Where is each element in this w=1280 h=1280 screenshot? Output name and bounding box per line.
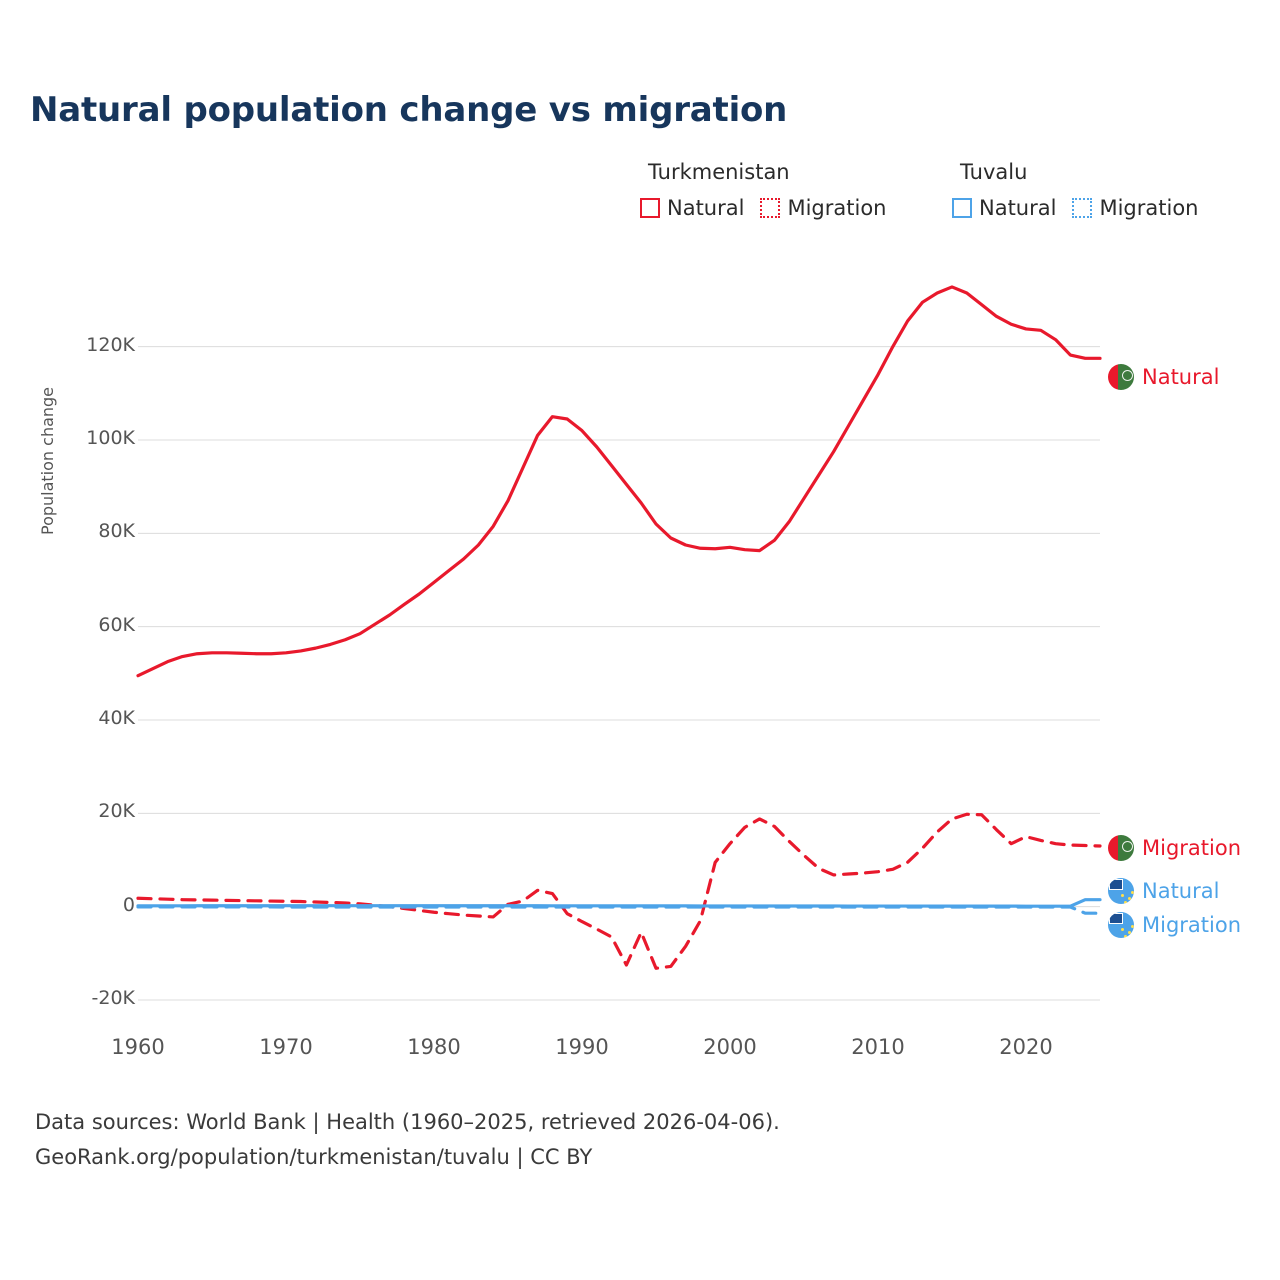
end-label-turkmenistan-migration [1108, 835, 1241, 861]
end-label-turkmenistan-natural [1108, 364, 1219, 390]
end-label-tuvalu-migration [1108, 912, 1241, 938]
end-label-text: Migration [1142, 836, 1242, 860]
legend-country-label: Tuvalu [960, 160, 1028, 184]
legend-swatch-solid-icon [952, 198, 972, 218]
legend-group-turkmenistan [640, 160, 952, 220]
legend-item-label: Migration [1099, 196, 1199, 220]
y-axis-ticks [35, 0, 135, 1280]
y-tick-label: 60K [98, 613, 135, 636]
y-tick-label: 80K [98, 520, 135, 543]
end-label-tuvalu-natural [1108, 878, 1219, 904]
y-tick-label: 20K [98, 800, 135, 823]
x-tick-label: 1960 [111, 1035, 165, 1059]
footer-line-sources: Data sources: World Bank | Health (1960–2025, retrieved 2026-04-06). [35, 1110, 780, 1134]
x-tick-label: 2020 [999, 1035, 1053, 1059]
legend-country-label: Turkmenistan [648, 160, 790, 184]
legend-group-tuvalu [952, 160, 1252, 220]
x-tick-label: 1990 [555, 1035, 609, 1059]
legend-swatch-solid-icon [640, 198, 660, 218]
series-line-turkmenistan-migration [138, 814, 1100, 968]
legend-swatch-dotted-icon [760, 198, 780, 218]
turkmenistan-flag-icon [1108, 835, 1134, 861]
legend-item-turkmenistan-natural[interactable] [640, 196, 744, 220]
legend-item-tuvalu-natural[interactable] [952, 196, 1056, 220]
legend-item-label: Migration [787, 196, 887, 220]
page-title: Natural population change vs migration [30, 90, 788, 130]
series-line-turkmenistan-natural [138, 287, 1100, 676]
tuvalu-flag-icon [1108, 878, 1134, 904]
y-axis-label: Population change [38, 386, 57, 535]
footer [35, 1105, 780, 1174]
legend-item-label: Natural [667, 196, 745, 220]
turkmenistan-flag-icon [1108, 364, 1134, 390]
legend-item-turkmenistan-migration[interactable] [760, 196, 886, 220]
x-tick-label: 1980 [407, 1035, 461, 1059]
x-axis-ticks [0, 1035, 1280, 1075]
x-tick-label: 2000 [703, 1035, 757, 1059]
y-tick-label: -20K [91, 987, 135, 1009]
y-tick-label: 120K [86, 333, 135, 356]
tuvalu-flag-icon [1108, 912, 1134, 938]
x-tick-label: 2010 [851, 1035, 905, 1059]
legend-swatch-dotted-icon [1072, 198, 1092, 218]
legend-item-label: Natural [979, 196, 1057, 220]
end-label-text: Natural [1142, 879, 1220, 903]
legend-item-tuvalu-migration[interactable] [1072, 196, 1198, 220]
series-line-tuvalu-natural [138, 900, 1100, 907]
end-label-text: Migration [1142, 913, 1242, 937]
end-label-text: Natural [1142, 365, 1220, 389]
y-tick-label: 100K [86, 427, 135, 449]
chart-legend [640, 160, 1260, 220]
footer-line-attribution: GeoRank.org/population/turkmenistan/tuvalu | CC BY [35, 1144, 593, 1169]
series-line-tuvalu-migration [138, 907, 1100, 913]
y-tick-label: 0 [122, 893, 135, 916]
y-tick-label: 40K [98, 707, 135, 729]
x-tick-label: 1970 [259, 1035, 313, 1059]
